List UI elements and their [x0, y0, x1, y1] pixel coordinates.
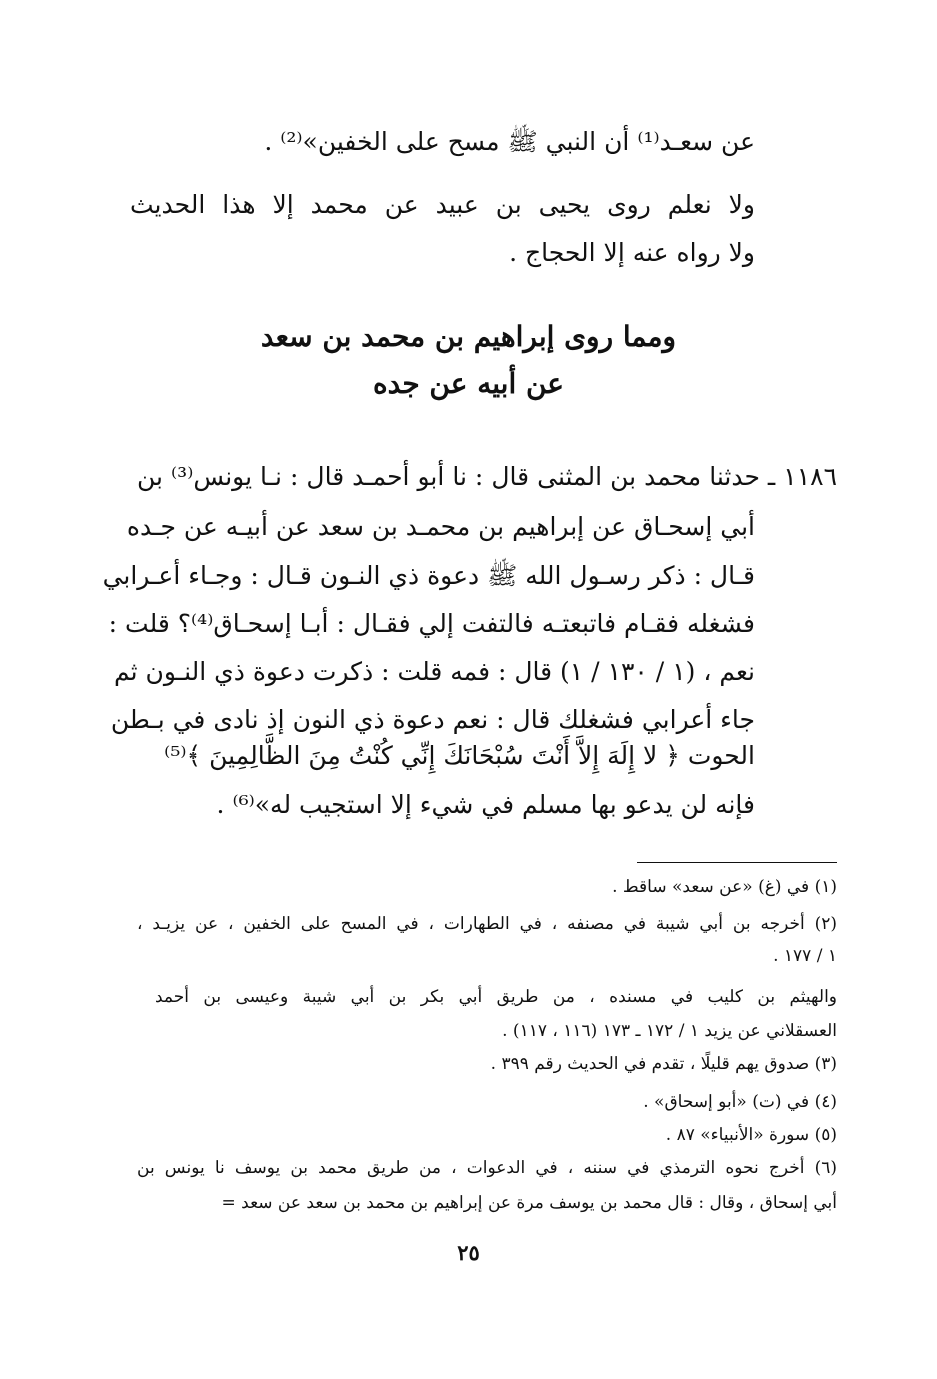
- section-heading-line-2: عن أبيه عن جده: [373, 367, 564, 400]
- footnote-3: (٣) صدوق يهم قليلًا ، تقدم في الحديث رقم ٣٩٩ .: [490, 1054, 837, 1074]
- footnote-2-line-1: (٢) أخرجه بن أبي شيبة في مصنفه ، في الطهارات ، في المسح على الخفين ، عن يزيـد ،: [137, 914, 837, 934]
- hadith-line-6: جاء أعرابي فشغلك قال : نعم دعوة ذي النون إذ نادى في بـطن: [110, 705, 755, 734]
- text-line-3: ولا رواه عنه إلا الحجاج .: [509, 238, 755, 267]
- footnote-6-line-1: (٦) أخرج نحوه الترمذي في سننه ، في الدعوات ، من طريق محمد بن يوسف نا يونس بن: [137, 1158, 837, 1178]
- hadith-line-1: ١١٨٦ ـ حدثنا محمد بن المثنى قال : نا أبو أحمـد قال : نـا يونس⁽³⁾ بن: [137, 462, 837, 491]
- hadith-line-7: الحوت ﴿ لا إِلَهَ إِلاَّ أَنْتَ سُبْحَانَكَ إِنِّي كُنْتُ مِنَ الظَّالِمِينَ ﴾⁽⁵⁾: [164, 741, 755, 770]
- hadith-line-4: فشغله فقـام فاتبعتـه فالتفت إلي فقـال : أبـا إسحـاق⁽⁴⁾؟ قلت :: [108, 609, 755, 638]
- footnote-6-line-2: أبي إسحاق ، وقال : قال محمد بن يوسف مرة عن إبراهيم بن محمد بن سعد عن سعد =: [221, 1193, 837, 1213]
- hadith-line-8: فإنه لن يدعو بها مسلم في شيء إلا استجيب له»⁽⁶⁾ .: [216, 790, 755, 819]
- hadith-line-3: قـال : ذكر رسـول الله ﷺ دعوة ذي النـون قـال : وجـاء أعـرابي: [102, 561, 755, 590]
- footnote-4: (٤) في (ت) «أبو إسحاق» .: [643, 1092, 837, 1112]
- footnote-2-line-3: والهيثم بن كليب في مسنده ، من طريق أبي بكر بن أبي شيبة وعيسى بن أحمد: [155, 987, 837, 1007]
- text-line-1: عن سعـد⁽¹⁾ أن النبي ﷺ مسح على الخفين»⁽²⁾ .: [264, 127, 755, 156]
- footnote-2-line-4: العسقلاني عن يزيد ١ / ١٧٢ ـ ١٧٣ (١١٦ ، ١١٧) .: [502, 1021, 837, 1041]
- text-line-2: ولا نعلم روى يحيى بن عبيد عن محمد إلا هذا الحديث: [130, 190, 755, 219]
- hadith-line-2: أبي إسحـاق عن إبراهيم بن محمـد بن سعد عن أبيـه عن جـده: [126, 512, 755, 541]
- hadith-line-5: نعم ، (١ / ١٣٠ / ١) قال : فمه قلت : ذكرت دعوة ذي النـون ثم: [113, 657, 755, 686]
- footnote-1: (١) في (غ) «عن سعد» ساقط .: [612, 877, 837, 897]
- footnote-divider: [637, 862, 837, 863]
- footnote-5: (٥) سورة «الأنبياء» ٨٧ .: [665, 1125, 837, 1145]
- footnote-2-line-2: ١ / ١٧٧ .: [773, 946, 837, 966]
- page-number: ٢٥: [457, 1240, 480, 1265]
- section-heading-line-1: ومما روى إبراهيم بن محمد بن سعد: [260, 320, 677, 353]
